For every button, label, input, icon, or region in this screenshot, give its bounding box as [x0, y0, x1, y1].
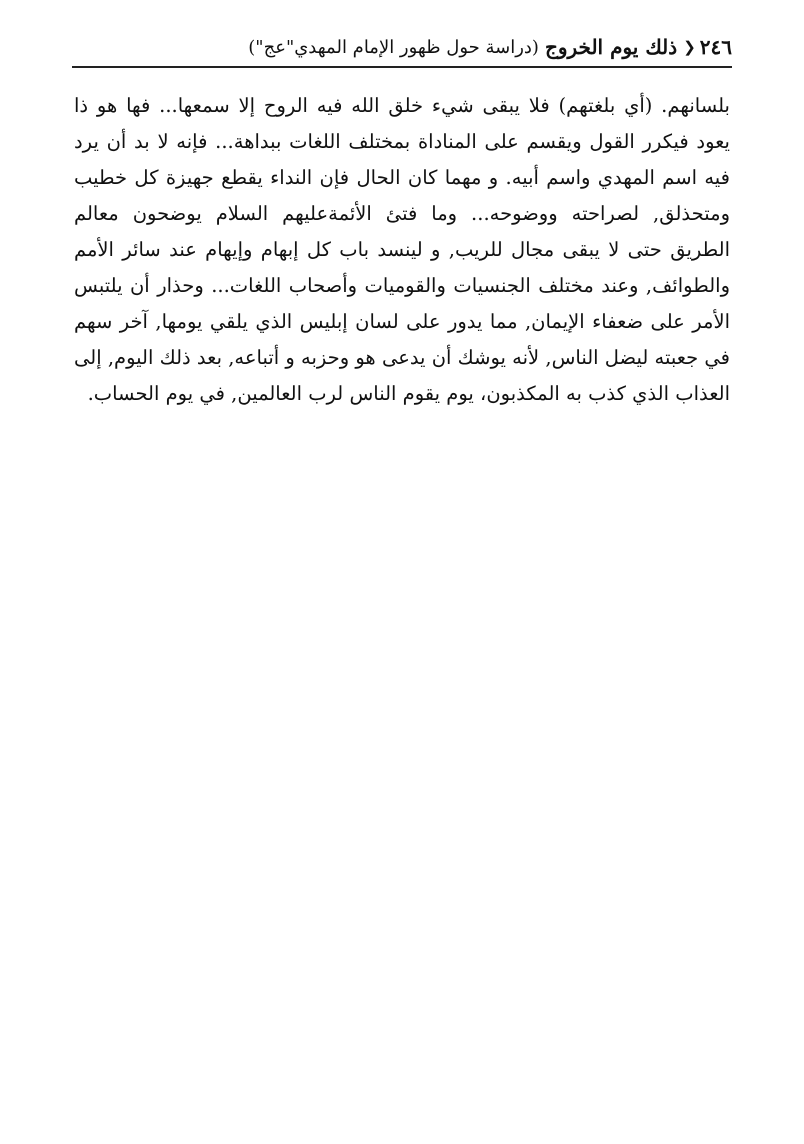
book-title: ذلك يوم الخروج: [544, 35, 678, 59]
page-body: [74, 88, 730, 412]
arrow-left-icon: ❮: [683, 38, 696, 56]
header-divider: [72, 66, 732, 68]
book-subtitle: (دراسة حول ظهور الإمام المهدي"عج"): [248, 36, 539, 58]
body-paragraph: بلسانهم. (أي بلغتهم) فلا يبقى شيء خلق الله فيه الروح إلا سمعها... فها هو ذا يعود فيكرر القول ويقسم على المناداة بمختلف اللغات ببداهة... فإنه لا بد أن يرد فيه اسم المهدي واسم أبيه. و مهما كان الحال فإن النداء يقطع جهيزة كل خطيب ومتحذلق, لصراحته ووضوحه... وما فتئ الأئمةعليهم السلام يوضحون معالم الطريق حتى لا يبقى مجال للريب, و لينسد باب كل إبهام وإيهام عند سائر الأمم والطوائف, وعند مختلف الجنسيات والقوميات وأصحاب اللغات... وحذار أن يلتبس الأمر على ضعفاء الإيمان, مما يدور على لسان إبليس الذي يلقي يومها, آخر سهم في جعبته ليضل الناس, لأنه يوشك أن يدعى هو وحزبه و أتباعه, بعد ذلك اليوم, إلى العذاب الذي كذب به المكذبون، يوم يقوم الناس لرب العالمين, في يوم الحساب.: [74, 94, 730, 405]
page-header: [72, 30, 732, 64]
page-number: ٢٤٦: [699, 35, 732, 59]
